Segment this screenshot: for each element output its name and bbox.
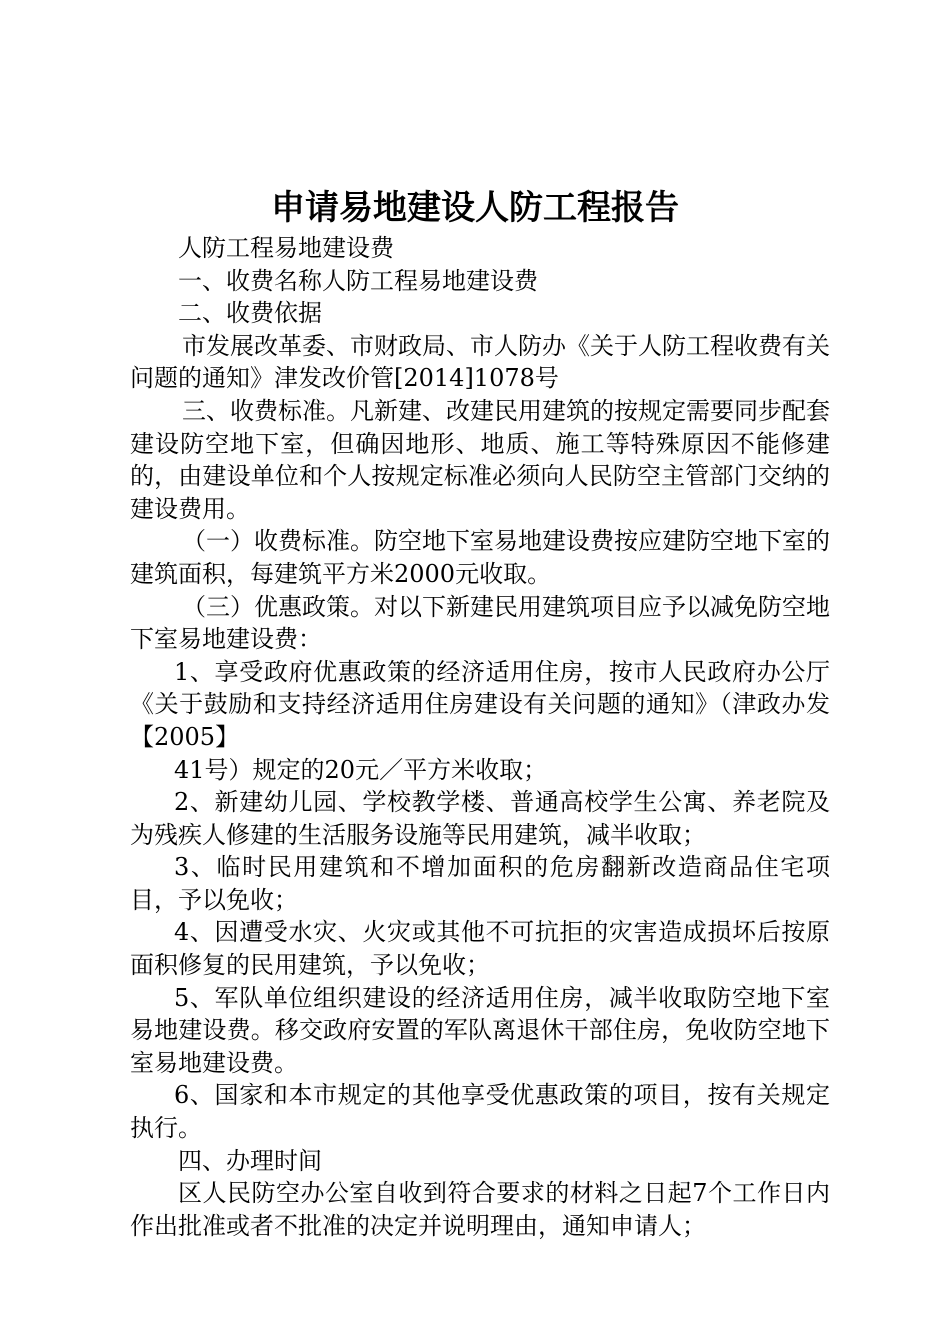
paragraph-item-6: 6、国家和本市规定的其他享受优惠政策的项目，按有关规定执行。 bbox=[130, 1081, 830, 1143]
paragraph-fee-basis: 二、收费依据 bbox=[178, 299, 322, 328]
paragraph-item-4: 4、因遭受水灾、火灾或其他不可抗拒的灾害造成损坏后按原面积修复的民用建筑，予以免收； bbox=[130, 918, 830, 980]
document-title: 申请易地建设人防工程报告 bbox=[271, 188, 679, 228]
paragraph-fee-standard: 三、收费标准。凡新建、改建民用建筑的按规定需要同步配套建设防空地下室，但确因地形、地质、施工等特殊原因不能修建的，由建设单位和个人按规定标准必须向人民防空主管部门交纳的建设费用。 bbox=[130, 396, 830, 523]
paragraph-item-5: 5、军队单位组织建设的经济适用住房，减半收取防空地下室易地建设费。移交政府安置的军队离退休干部住房，免收防空地下室易地建设费。 bbox=[130, 983, 830, 1077]
paragraph-item-1: 1、享受政府优惠政策的经济适用住房，按市人民政府办公厅《关于鼓励和支持经济适用住房建设有关问题的通知》（津政办发【2005】 bbox=[130, 657, 830, 751]
paragraph-fee-heading: 人防工程易地建设费 bbox=[178, 234, 394, 262]
paragraph-item-2: 2、新建幼儿园、学校教学楼、普通高校学生公寓、养老院及为残疾人修建的生活服务设施等民用建筑，减半收取； bbox=[130, 788, 830, 849]
paragraph-standard-rate: （一）收费标准。防空地下室易地建设费按应建防空地下室的建筑面积，每建筑平方米2000元收取。 bbox=[130, 527, 830, 588]
paragraph-processing-time: 四、办理时间 bbox=[178, 1146, 322, 1175]
paragraph-basis-notice: 市发展改革委、市财政局、市人防办《关于人防工程收费有关问题的通知》津发改价管[2014]1078号 bbox=[130, 331, 830, 393]
paragraph-item-3: 3、临时民用建筑和不增加面积的危房翻新改造商品住宅项目，予以免收； bbox=[130, 853, 830, 914]
paragraph-processing-detail: 区人民防空办公室自收到符合要求的材料之日起7个工作日内作出批准或者不批准的决定并说明理由，通知申请人； bbox=[130, 1179, 830, 1240]
paragraph-fee-name: 一、收费名称人防工程易地建设费 bbox=[178, 266, 538, 295]
document-body bbox=[130, 232, 830, 1242]
paragraph-item-1-cont: 41号）规定的20元／平方米收取； bbox=[174, 755, 548, 784]
paragraph-preferential-policy: （三）优惠政策。对以下新建民用建筑项目应予以减免防空地下室易地建设费： bbox=[130, 592, 830, 654]
